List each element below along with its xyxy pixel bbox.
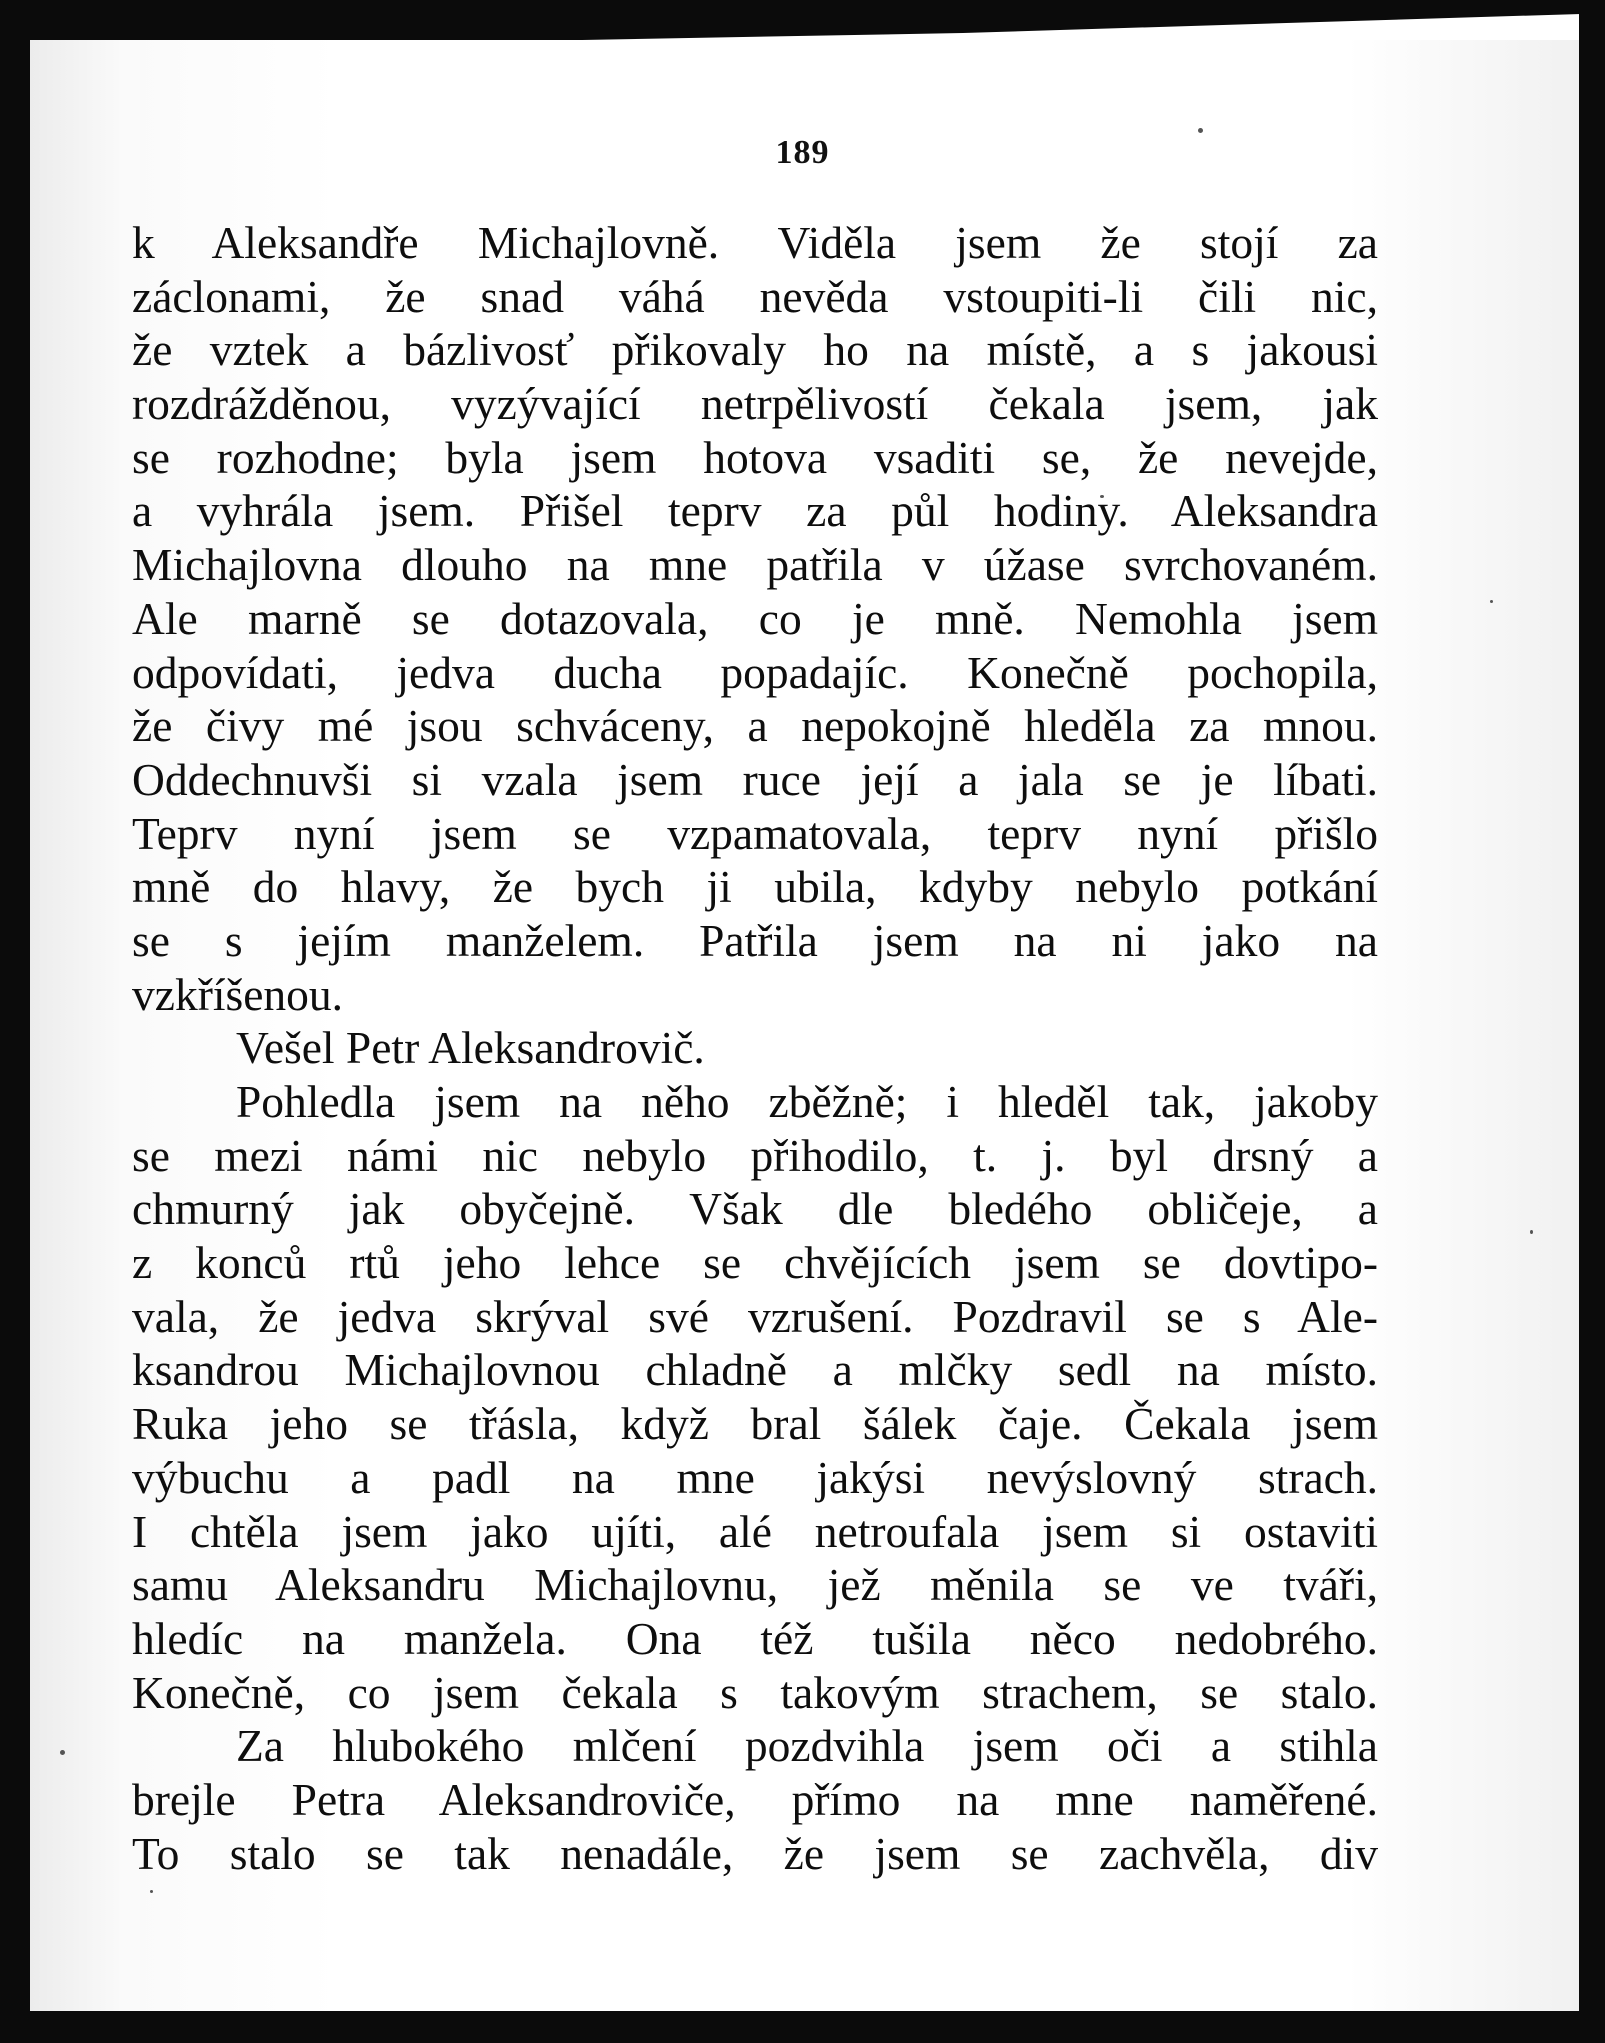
text-line: Konečně, co jsem čekala s takovým strachem, se stalo. <box>132 1666 1378 1718</box>
text-line: Oddechnuvši si vzala jsem ruce její a jala se je líbati. <box>132 753 1378 805</box>
text-line: vala, že jedva skrýval své vzrušení. Pozdravil se s Ale- <box>132 1290 1378 1342</box>
text-line: že čivy mé jsou schváceny, a nepokojně hleděla za mnou. <box>132 700 1378 752</box>
text-line: že vztek a bázlivosť přikovaly ho na místě, a s jakousi <box>132 324 1378 376</box>
text-line: odpovídati, jedva ducha popadajíc. Konečně pochopila, <box>132 646 1378 698</box>
text-line: I chtěla jsem jako ujíti, alé netroufala jsem si ostaviti <box>132 1505 1378 1557</box>
text-line: chmurný jak obyčejně. Však dle bledého obličeje, a <box>132 1183 1378 1235</box>
text-line: se mezi námi nic nebylo přihodilo, t. j. byl drsný a <box>132 1129 1378 1181</box>
text-line: a vyhrála jsem. Přišel teprv za půl hodiny. Aleksandra <box>132 485 1378 537</box>
text-line: z konců rtů jeho lehce se chvějících jsem se dovtipo- <box>132 1237 1378 1289</box>
text-line: Za hlubokého mlčení pozdvihla jsem oči a stihla <box>236 1720 1378 1772</box>
text-line: Michajlovna dlouho na mne patřila v úžase svrchovaném. <box>132 539 1378 591</box>
text-line: vzkříšenou. <box>132 968 344 1020</box>
text-line: výbuchu a padl na mne jakýsi nevýslovný strach. <box>132 1451 1378 1503</box>
text-line: rozdrážděnou, vyzývající netrpělivostí čekala jsem, jak <box>132 378 1378 430</box>
page-number: 189 <box>775 134 830 171</box>
text-line: hledíc na manžela. Ona též tušila něco nedobrého. <box>132 1612 1378 1664</box>
text-line: se rozhodne; byla jsem hotova vsaditi se, že nevejde, <box>132 431 1378 483</box>
text-line: k Aleksandře Michajlovně. Viděla jsem že stojí za <box>132 217 1378 268</box>
text-line: samu Aleksandru Michajlovnu, jež měnila se ve tváři, <box>132 1559 1378 1611</box>
text-line: brejle Petra Aleksandroviče, přímo na mne naměřené. <box>132 1773 1378 1825</box>
text-line: se s jejím manželem. Patřila jsem na ni jako na <box>132 914 1378 966</box>
text-line: Teprv nyní jsem se vzpamatovala, teprv nyní přišlo <box>132 807 1378 859</box>
text-line: záclonami, že snad váhá nevěda vstoupiti-li čili nic, <box>132 270 1378 322</box>
scan-border-right <box>1579 0 1605 2043</box>
text-line: Vešel Petr Aleksandrovič. <box>236 1022 705 1074</box>
text-line: Pohledla jsem na něho zběžně; i hleděl tak, jakoby <box>236 1076 1378 1127</box>
text-line: Ale marně se dotazovala, co je mně. Nemohla jsem <box>132 592 1378 644</box>
text-line: mně do hlavy, že bych ji ubila, kdyby nebylo potkání <box>132 861 1378 913</box>
text-line: To stalo se tak nenadále, že jsem se zachvěla, div <box>132 1827 1378 1879</box>
text-line: ksandrou Michajlovnou chladně a mlčky sedl na místo. <box>132 1344 1378 1396</box>
scan-border-top <box>0 0 1605 44</box>
text-line: Ruka jeho se třásla, když bral šálek čaje. Čekala jsem <box>132 1398 1378 1450</box>
scan-border-left <box>0 0 30 2043</box>
body-text <box>132 216 1378 1880</box>
scan-border-bottom <box>0 2011 1605 2043</box>
